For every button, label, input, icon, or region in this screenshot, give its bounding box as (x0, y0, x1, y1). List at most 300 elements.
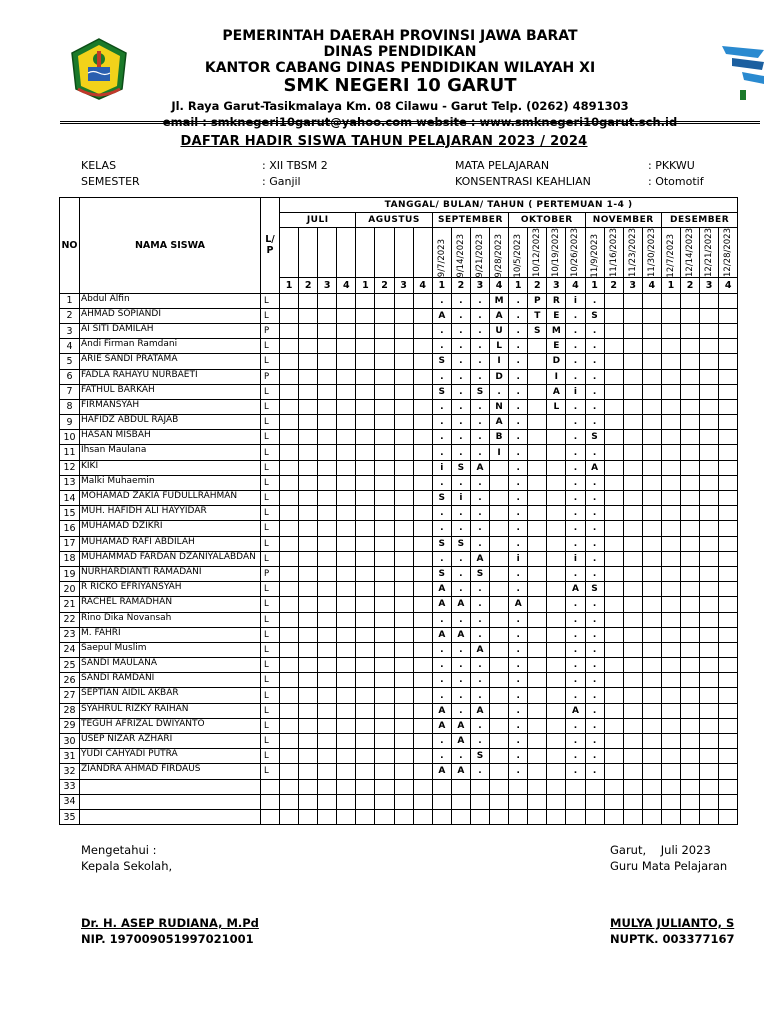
meeting-date-text: 9/7/2023 (436, 239, 447, 278)
attendance-cell (680, 597, 699, 612)
attendance-cell (280, 673, 299, 688)
attendance-cell (299, 658, 318, 673)
attendance-cell (356, 779, 375, 794)
attendance-cell: S (451, 460, 470, 475)
attendance-cell (375, 293, 394, 308)
attendance-cell (661, 521, 680, 536)
attendance-cell: . (451, 506, 470, 521)
week-number: 1 (585, 278, 604, 293)
table-row (60, 415, 738, 430)
attendance-cell (280, 627, 299, 642)
attendance-cell (547, 445, 566, 460)
attendance-cell: . (585, 688, 604, 703)
attendance-cell: . (566, 734, 585, 749)
attendance-cell (623, 369, 642, 384)
attendance-cell (642, 794, 661, 809)
table-row (60, 491, 738, 506)
attendance-cell (623, 323, 642, 338)
attendance-cell (299, 597, 318, 612)
attendance-cell: A (470, 703, 489, 718)
attendance-cell (318, 794, 337, 809)
attendance-cell: . (451, 749, 470, 764)
attendance-cell: . (451, 612, 470, 627)
attendance-cell (413, 627, 432, 642)
meeting-date (490, 228, 509, 278)
attendance-cell (299, 399, 318, 414)
week-number: 4 (566, 278, 585, 293)
attendance-cell: . (470, 506, 489, 521)
attendance-cell: A (451, 764, 470, 779)
attendance-cell (700, 384, 719, 399)
attendance-cell (642, 384, 661, 399)
attendance-cell (280, 354, 299, 369)
attendance-cell (604, 749, 623, 764)
attendance-cell (375, 430, 394, 445)
attendance-cell (490, 612, 509, 627)
attendance-table (59, 197, 738, 825)
attendance-cell (661, 673, 680, 688)
meeting-date (299, 228, 318, 278)
attendance-cell (719, 293, 738, 308)
week-number: 1 (356, 278, 375, 293)
attendance-cell (623, 521, 642, 536)
attendance-cell (547, 688, 566, 703)
attendance-cell: . (566, 369, 585, 384)
attendance-cell (623, 794, 642, 809)
attendance-cell (375, 749, 394, 764)
student-gender: L (261, 460, 280, 475)
attendance-cell (680, 536, 699, 551)
attendance-cell (318, 369, 337, 384)
attendance-cell (623, 536, 642, 551)
attendance-cell (547, 551, 566, 566)
student-name: R RICKO EFRIYANSYAH (80, 582, 261, 597)
attendance-cell (375, 415, 394, 430)
attendance-cell: . (566, 491, 585, 506)
attendance-cell (375, 794, 394, 809)
attendance-cell (280, 612, 299, 627)
student-gender: L (261, 749, 280, 764)
attendance-cell (642, 475, 661, 490)
attendance-cell (604, 491, 623, 506)
attendance-cell (356, 749, 375, 764)
attendance-cell: . (566, 597, 585, 612)
table-row (60, 369, 738, 384)
attendance-cell: . (585, 612, 604, 627)
attendance-cell (623, 460, 642, 475)
attendance-cell (719, 506, 738, 521)
week-number: 1 (509, 278, 528, 293)
attendance-cell (719, 749, 738, 764)
attendance-cell (337, 460, 356, 475)
mapel-label: MATA PELAJARAN (455, 159, 550, 172)
attendance-cell (719, 673, 738, 688)
attendance-cell: E (547, 308, 566, 323)
header-line1: PEMERINTAH DAERAH PROVINSI JAWA BARAT (222, 28, 578, 44)
attendance-cell (680, 627, 699, 642)
meeting-date-text: 10/19/2023 (551, 228, 562, 278)
attendance-cell (604, 536, 623, 551)
attendance-cell: . (509, 673, 528, 688)
attendance-cell (547, 642, 566, 657)
attendance-cell (604, 460, 623, 475)
attendance-cell (394, 566, 413, 581)
meeting-date (700, 228, 719, 278)
attendance-cell (356, 703, 375, 718)
week-number: 3 (394, 278, 413, 293)
attendance-cell (642, 749, 661, 764)
attendance-cell: I (490, 354, 509, 369)
attendance-cell (280, 521, 299, 536)
attendance-cell (661, 566, 680, 581)
attendance-cell: . (585, 764, 604, 779)
month-header: AGUSTUS (356, 213, 432, 228)
attendance-cell: . (566, 445, 585, 460)
attendance-cell: . (585, 749, 604, 764)
attendance-cell: . (566, 308, 585, 323)
week-number: 3 (700, 278, 719, 293)
student-gender: L (261, 521, 280, 536)
attendance-cell (623, 430, 642, 445)
attendance-cell: D (547, 354, 566, 369)
attendance-cell: . (432, 323, 451, 338)
attendance-cell (490, 779, 509, 794)
attendance-cell (719, 491, 738, 506)
attendance-cell: A (432, 582, 451, 597)
attendance-cell (490, 506, 509, 521)
student-number: 17 (60, 536, 80, 551)
attendance-cell (394, 809, 413, 824)
attendance-cell (490, 536, 509, 551)
student-gender: L (261, 551, 280, 566)
attendance-cell (719, 809, 738, 824)
attendance-cell (604, 703, 623, 718)
student-gender: L (261, 399, 280, 414)
attendance-cell: . (432, 445, 451, 460)
attendance-cell (413, 475, 432, 490)
attendance-cell (299, 764, 318, 779)
attendance-cell (413, 399, 432, 414)
meeting-date (337, 228, 356, 278)
student-name: MOHAMAD ZAKIA FUDULLRAHMAN (80, 491, 261, 506)
attendance-cell (604, 521, 623, 536)
attendance-cell (337, 642, 356, 657)
attendance-cell: L (547, 399, 566, 414)
attendance-cell (299, 703, 318, 718)
attendance-cell (394, 308, 413, 323)
attendance-cell (413, 688, 432, 703)
attendance-cell (394, 399, 413, 414)
attendance-cell: . (566, 673, 585, 688)
attendance-cell (604, 794, 623, 809)
attendance-cell: . (566, 612, 585, 627)
attendance-cell (337, 703, 356, 718)
attendance-cell (337, 734, 356, 749)
attendance-cell (337, 566, 356, 581)
attendance-cell (700, 551, 719, 566)
attendance-cell: . (470, 521, 489, 536)
week-number: 2 (375, 278, 394, 293)
student-name: RACHEL RAMADHAN (80, 597, 261, 612)
attendance-cell (356, 521, 375, 536)
attendance-cell (337, 521, 356, 536)
attendance-cell (642, 551, 661, 566)
attendance-cell (604, 369, 623, 384)
student-gender: L (261, 688, 280, 703)
attendance-cell (337, 536, 356, 551)
attendance-cell: A (451, 627, 470, 642)
student-number: 22 (60, 612, 80, 627)
attendance-cell (337, 308, 356, 323)
attendance-cell: . (585, 384, 604, 399)
attendance-cell (604, 673, 623, 688)
attendance-cell (528, 536, 547, 551)
attendance-cell (604, 627, 623, 642)
attendance-cell: . (451, 475, 470, 490)
attendance-cell (413, 597, 432, 612)
student-name: FADLA RAHAYU NURBAETI (80, 369, 261, 384)
attendance-cell (700, 734, 719, 749)
attendance-cell (337, 794, 356, 809)
attendance-cell (604, 597, 623, 612)
attendance-cell: . (432, 430, 451, 445)
attendance-cell (318, 551, 337, 566)
week-number: 4 (490, 278, 509, 293)
attendance-cell: . (470, 718, 489, 733)
attendance-cell (680, 293, 699, 308)
attendance-cell: . (432, 293, 451, 308)
attendance-cell: A (432, 627, 451, 642)
attendance-cell: . (509, 521, 528, 536)
attendance-cell (528, 521, 547, 536)
attendance-cell (318, 430, 337, 445)
attendance-cell: . (585, 521, 604, 536)
attendance-cell (299, 460, 318, 475)
attendance-cell (299, 384, 318, 399)
attendance-cell (680, 734, 699, 749)
attendance-cell (680, 506, 699, 521)
attendance-cell: . (470, 308, 489, 323)
attendance-cell: . (566, 399, 585, 414)
table-row (60, 627, 738, 642)
attendance-cell: . (566, 642, 585, 657)
attendance-cell: N (490, 399, 509, 414)
name-header: NAMA SISWA (80, 198, 261, 294)
attendance-cell (661, 764, 680, 779)
attendance-cell (318, 688, 337, 703)
attendance-cell (337, 399, 356, 414)
school-address: Jl. Raya Garut-Tasikmalaya Km. 08 Cilawu - Garut Telp. (0262) 4891303 (171, 99, 629, 113)
attendance-cell (356, 354, 375, 369)
attendance-cell: . (566, 718, 585, 733)
attendance-cell (318, 384, 337, 399)
principal-nip: NIP. 197009051997021001 (81, 932, 254, 946)
attendance-cell (490, 597, 509, 612)
attendance-cell (394, 293, 413, 308)
student-gender: L (261, 491, 280, 506)
attendance-cell: A (585, 460, 604, 475)
attendance-cell (661, 491, 680, 506)
meeting-date (566, 228, 585, 278)
table-row (60, 430, 738, 445)
attendance-cell (680, 460, 699, 475)
attendance-cell: . (470, 323, 489, 338)
week-number: 4 (642, 278, 661, 293)
attendance-cell (547, 430, 566, 445)
attendance-cell: . (509, 627, 528, 642)
attendance-cell (642, 506, 661, 521)
student-name: Rino Dika Novansah (80, 612, 261, 627)
attendance-cell (661, 430, 680, 445)
letterhead (0, 28, 768, 130)
attendance-cell (375, 506, 394, 521)
attendance-cell (642, 582, 661, 597)
attendance-cell: . (470, 430, 489, 445)
attendance-cell (547, 491, 566, 506)
student-name: MUHAMMAD FARDAN DZANIYALABDAN (80, 551, 261, 566)
attendance-cell (623, 354, 642, 369)
attendance-cell (719, 536, 738, 551)
attendance-cell (280, 809, 299, 824)
student-name: MUHAMAD RAFI ABDILAH (80, 536, 261, 551)
attendance-cell: . (509, 308, 528, 323)
attendance-cell (642, 445, 661, 460)
attendance-cell (566, 794, 585, 809)
meeting-date-text: 12/21/2023 (704, 228, 715, 278)
attendance-cell (375, 536, 394, 551)
attendance-cell (528, 612, 547, 627)
attendance-cell (700, 779, 719, 794)
meeting-date (356, 228, 375, 278)
attendance-cell (680, 809, 699, 824)
attendance-cell (719, 658, 738, 673)
attendance-cell: . (451, 339, 470, 354)
meeting-date-text: 10/5/2023 (513, 233, 524, 278)
attendance-cell (700, 293, 719, 308)
attendance-cell (356, 688, 375, 703)
document-title (0, 134, 768, 149)
student-number: 6 (60, 369, 80, 384)
attendance-cell (528, 475, 547, 490)
attendance-cell (356, 430, 375, 445)
attendance-cell (299, 415, 318, 430)
student-name: SANDI MAULANA (80, 658, 261, 673)
table-row (60, 582, 738, 597)
attendance-cell (356, 415, 375, 430)
table-row (60, 794, 738, 809)
attendance-cell (299, 673, 318, 688)
attendance-cell (280, 399, 299, 414)
attendance-cell: . (451, 551, 470, 566)
attendance-cell: L (490, 339, 509, 354)
attendance-cell: . (490, 384, 509, 399)
attendance-cell (280, 369, 299, 384)
meeting-date (680, 228, 699, 278)
attendance-cell (318, 521, 337, 536)
attendance-cell (680, 475, 699, 490)
attendance-cell: . (509, 293, 528, 308)
table-row (60, 688, 738, 703)
attendance-cell (299, 369, 318, 384)
attendance-cell: . (585, 536, 604, 551)
attendance-cell (661, 809, 680, 824)
attendance-cell (299, 445, 318, 460)
attendance-cell: . (509, 734, 528, 749)
student-number: 30 (60, 734, 80, 749)
student-name: MUHAMAD DZIKRI (80, 521, 261, 536)
meeting-date-text: 9/14/2023 (455, 233, 466, 278)
attendance-cell (604, 566, 623, 581)
attendance-cell: . (451, 293, 470, 308)
attendance-cell (280, 384, 299, 399)
attendance-cell: A (470, 460, 489, 475)
attendance-cell (623, 445, 642, 460)
attendance-cell (337, 354, 356, 369)
attendance-cell: i (451, 491, 470, 506)
student-number: 33 (60, 779, 80, 794)
attendance-cell: A (451, 597, 470, 612)
attendance-cell (299, 491, 318, 506)
table-row (60, 612, 738, 627)
attendance-cell (337, 415, 356, 430)
attendance-cell: . (470, 764, 489, 779)
attendance-cell (719, 430, 738, 445)
attendance-cell (661, 415, 680, 430)
attendance-cell (318, 612, 337, 627)
attendance-cell (680, 673, 699, 688)
attendance-cell (642, 415, 661, 430)
attendance-cell (528, 688, 547, 703)
attendance-cell: . (585, 415, 604, 430)
attendance-cell: . (585, 627, 604, 642)
attendance-cell (490, 764, 509, 779)
attendance-cell (299, 688, 318, 703)
attendance-cell (490, 718, 509, 733)
attendance-cell: . (509, 399, 528, 414)
attendance-cell (528, 506, 547, 521)
attendance-cell (413, 809, 432, 824)
student-gender (261, 794, 280, 809)
attendance-cell (719, 339, 738, 354)
attendance-cell (528, 339, 547, 354)
attendance-cell: . (470, 369, 489, 384)
student-number: 34 (60, 794, 80, 809)
attendance-cell (547, 475, 566, 490)
attendance-cell (604, 475, 623, 490)
attendance-cell: S (432, 536, 451, 551)
attendance-cell (604, 415, 623, 430)
attendance-cell (700, 323, 719, 338)
attendance-cell: . (470, 688, 489, 703)
attendance-cell (375, 718, 394, 733)
attendance-cell (700, 475, 719, 490)
attendance-cell: . (585, 673, 604, 688)
attendance-cell: B (490, 430, 509, 445)
attendance-cell (490, 551, 509, 566)
attendance-cell (700, 794, 719, 809)
attendance-cell (700, 536, 719, 551)
attendance-cell (280, 582, 299, 597)
attendance-cell (356, 582, 375, 597)
table-row (60, 399, 738, 414)
attendance-cell: . (566, 415, 585, 430)
attendance-cell: T (528, 308, 547, 323)
week-number: 1 (661, 278, 680, 293)
attendance-cell (719, 323, 738, 338)
attendance-cell: S (432, 384, 451, 399)
attendance-cell (642, 354, 661, 369)
student-name: FIRMANSYAH (80, 399, 261, 414)
